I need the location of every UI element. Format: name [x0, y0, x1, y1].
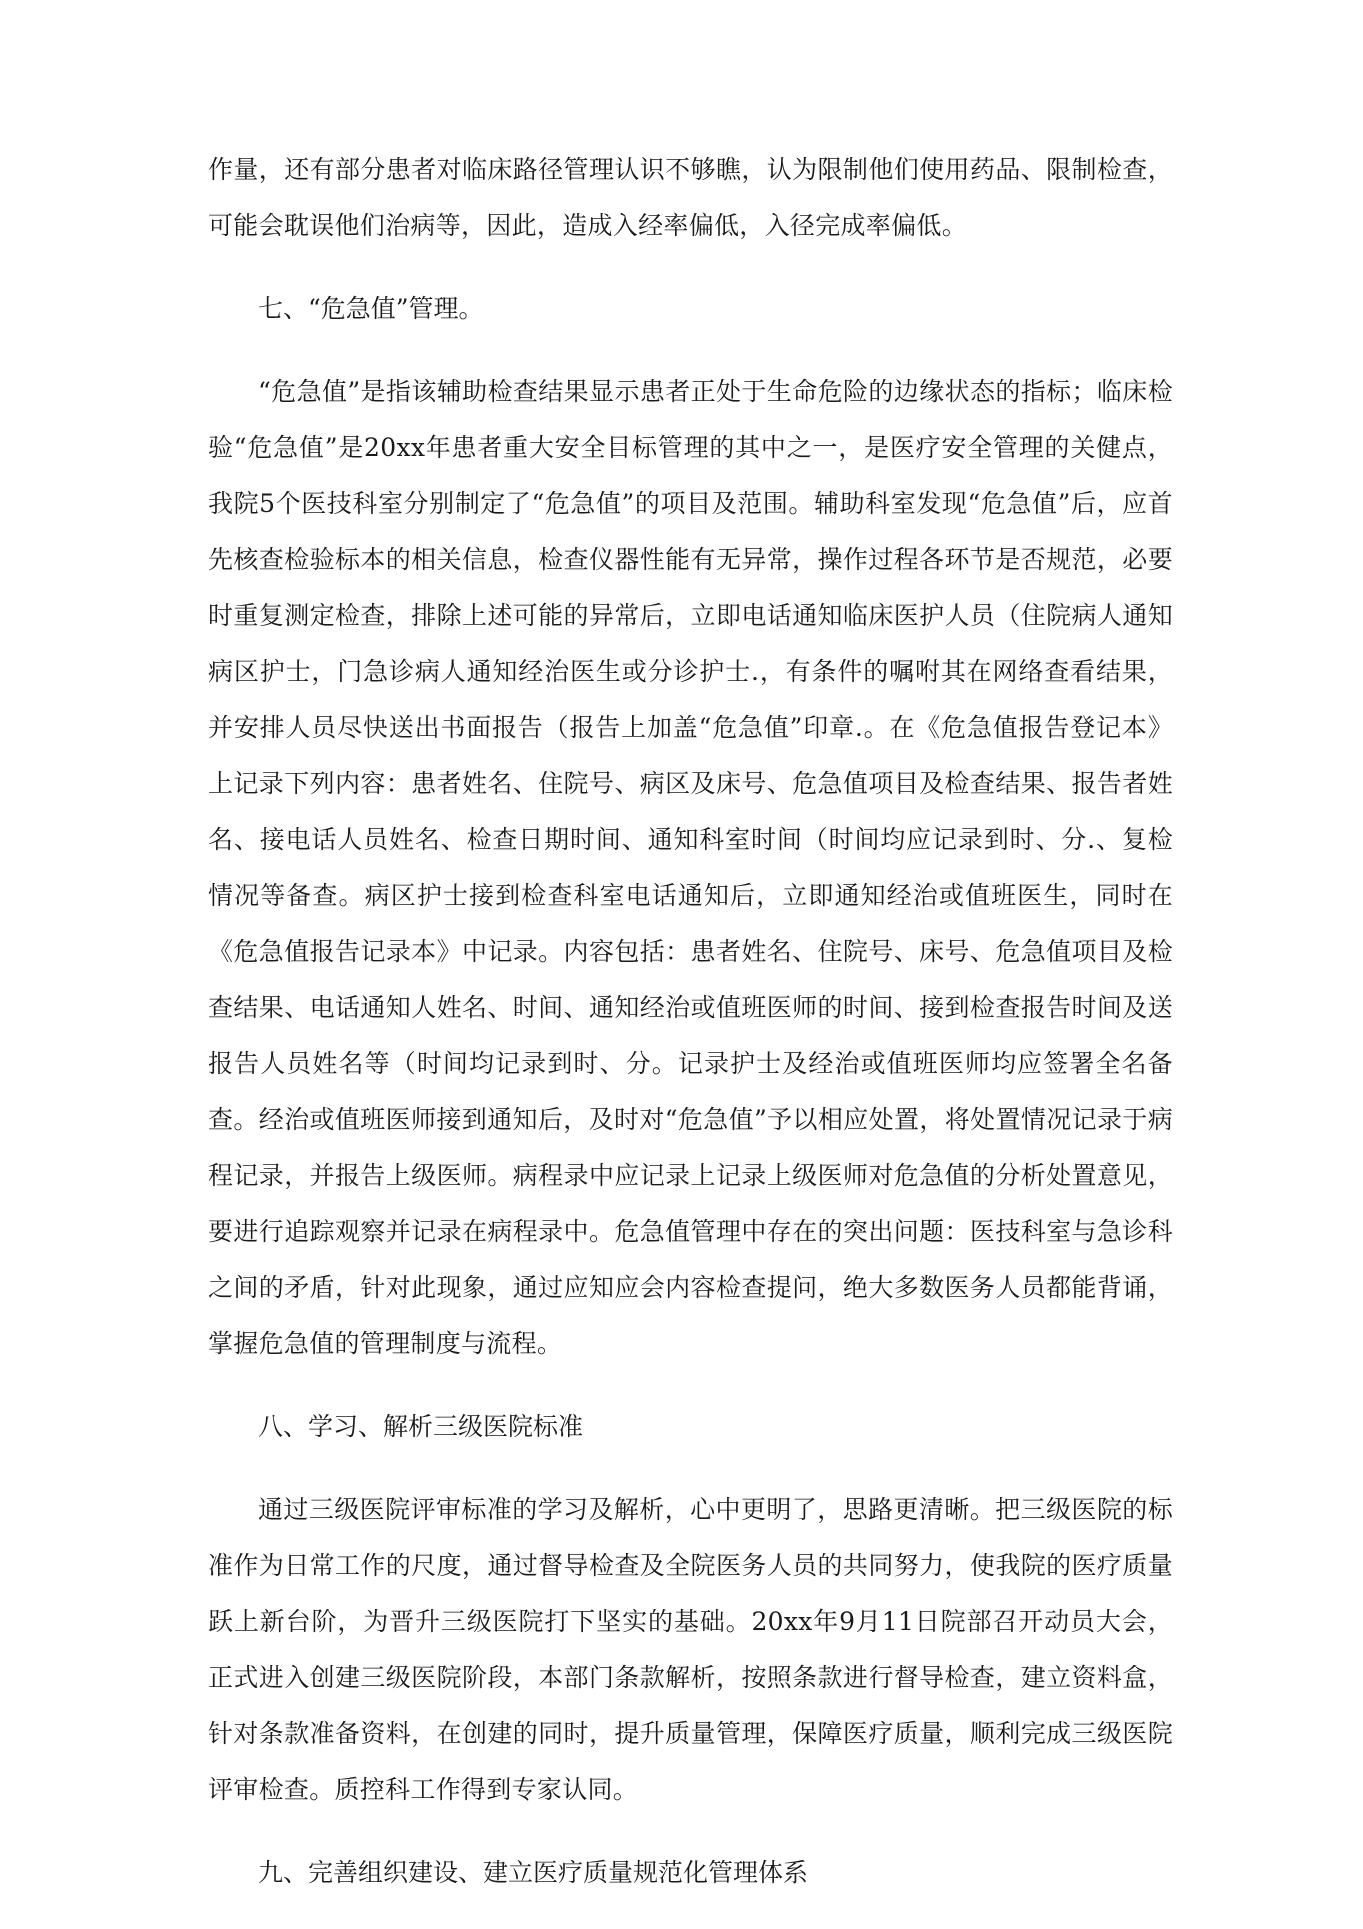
- section-heading-8: 八、学习、解析三级医院标准: [258, 1412, 584, 1441]
- section-heading-7: 七、“危急值”管理。: [258, 294, 484, 323]
- body-paragraph-tertiary-hospital-standard: 通过三级医院评审标准的学习及解析，心中更明了，思路更清晰。把三级医院的标准作为日常工作的尺度，通过督导检查及全院医务人员的共同努力，使我院的医疗质量跃上新台阶，为晋升三级医院打下坚实的基础。20xx年9月11日院部召开动员大会，正式进入创建三级医院阶段，本部门条款解析，按照条款进行督导检查，建立资料盒，针对条款准备资料，在创建的同时，提升质量管理，保障医疗质量，顺利完成三级医院评审检查。质控科工作得到专家认同。: [208, 1495, 1173, 1804]
- section-heading-9: 九、完善组织建设、建立医疗质量规范化管理体系: [258, 1858, 809, 1887]
- document-body: [208, 142, 1173, 1901]
- body-paragraph-critical-value: “危急值”是指该辅助检查结果显示患者正处于生命危险的边缘状态的指标；临床检验“危急值”是20xx年患者重大安全目标管理的其中之一，是医疗安全管理的关健点，我院5个医技科室分别制定了“危急值”的项目及范围。辅助科室发现“危急值”后，应首先核查检验标本的相关信息，检查仪器性能有无异常，操作过程各环节是否规范，必要时重复测定检查，排除上述可能的异常后，立即电话通知临床医护人员（住院病人通知病区护士，门急诊病人通知经治医生或分诊护士.，有条件的嘱咐其在网络查看结果，并安排人员尽快送出书面报告（报告上加盖“危急值”印章.。在《危急值报告登记本》上记录下列内容：患者姓名、住院号、病区及床号、危急值项目及检查结果、报告者姓名、接电话人员姓名、检查日期时间、通知科室时间（时间均应记录到时、分.、复检情况等备查。病区护士接到检查科室电话通知后，立即通知经治或值班医生，同时在《危急值报告记录本》中记录。内容包括：患者姓名、住院号、床号、危急值项目及检查结果、电话通知人姓名、时间、通知经治或值班医师的时间、接到检查报告时间及送报告人员姓名等（时间均记录到时、分。记录护士及经治或值班医师均应签署全名备查。经治或值班医师接到通知后，及时对“危急值”予以相应处置，将处置情况记录于病程记录，并报告上级医师。病程录中应记录上记录上级医师对危急值的分析处置意见，要进行追踪观察并记录在病程录中。危急值管理中存在的突出问题：医技科室与急诊科之间的矛盾，针对此现象，通过应知应会内容检查提问，绝大多数医务人员都能背诵，掌握危急值的管理制度与流程。: [208, 377, 1173, 1358]
- body-paragraph-continuation: 作量，还有部分患者对临床路径管理认识不够瞧，认为限制他们使用药品、限制检查，可能会耽误他们治病等，因此，造成入经率偏低，入径完成率偏低。: [208, 155, 1173, 240]
